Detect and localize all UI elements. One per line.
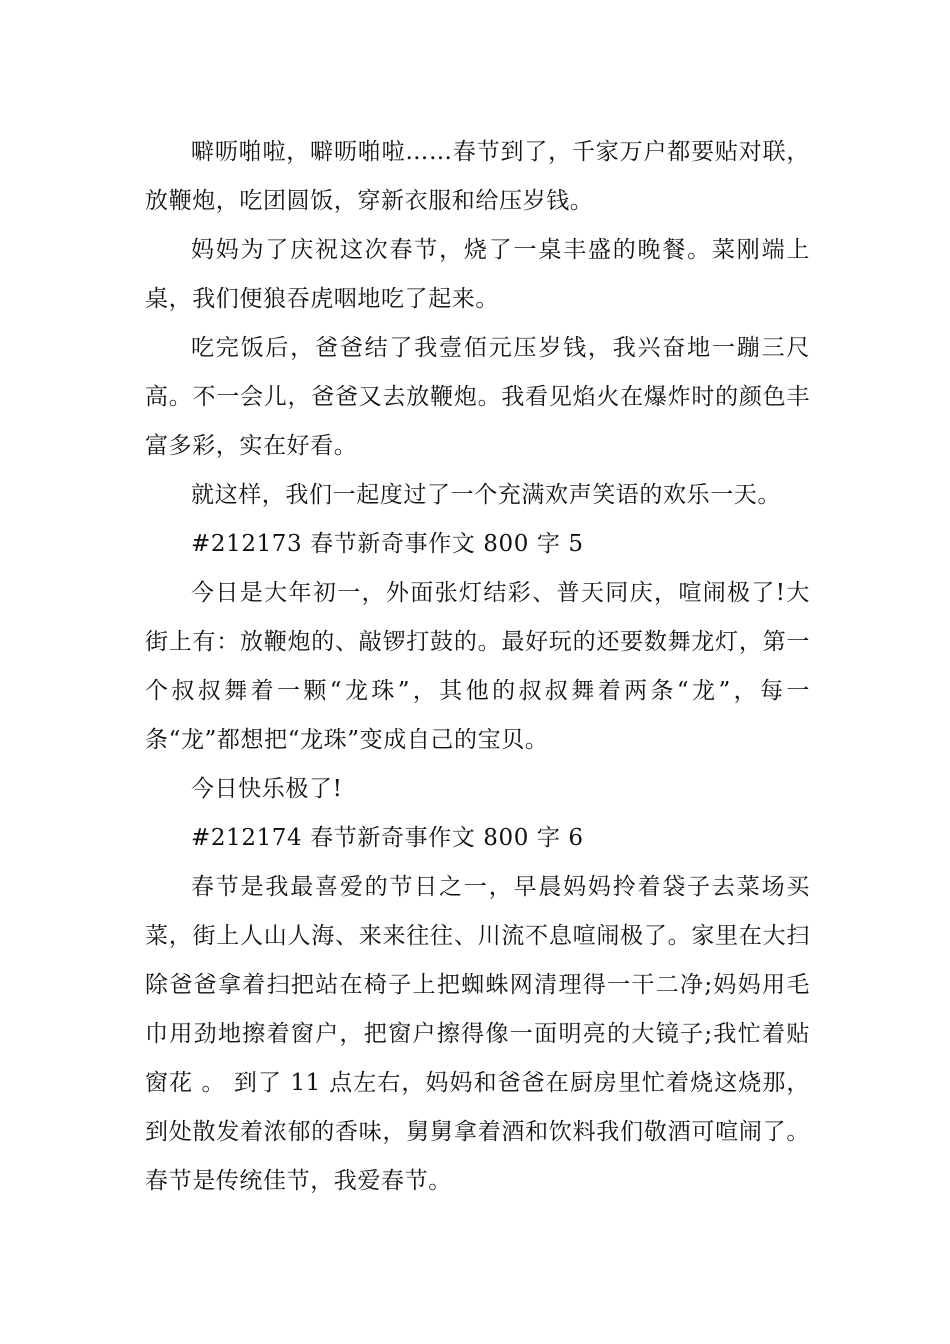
paragraph-4: 就这样，我们一起度过了一个充满欢声笑语的欢乐一天。 bbox=[191, 482, 781, 508]
essay-heading-6: #212174 春节新奇事作文 800 字 6 bbox=[191, 825, 584, 851]
essay-heading-5: #212173 春节新奇事作文 800 字 5 bbox=[191, 531, 584, 557]
paragraph-7: 春节是我最喜爱的节日之一，早晨妈妈拎着袋子去菜场买菜，街上人山人海、来来往往、川流不息喧闹极了。家里在大扫除爸爸拿着扫把站在椅子上把蜘蛛网清理得一干二净;妈妈用毛巾用劲地擦着窗户，把窗户擦得像一面明亮的大镜子;我忙着贴窗花 。 到了 11 点左右，妈妈和爸爸在厨房里忙着烧这烧那，到处散发着浓郁的香味，舅舅拿着酒和饮料我们敬酒可喧闹了。 春节是传统佳节，我爱春节。 bbox=[145, 874, 810, 1194]
paragraph-5: 今日是大年初一，外面张灯结彩、普天同庆，喧闹极了!大街上有：放鞭炮的、敲锣打鼓的。最好玩的还要数舞龙灯，第一个叔叔舞着一颗“龙珠”，其他的叔叔舞着两条“龙”，每一条“龙”都想把“龙珠”变成自己的宝贝。 bbox=[145, 580, 810, 753]
paragraph-2: 妈妈为了庆祝这次春节，烧了一桌丰盛的晚餐。菜刚端上桌，我们便狼吞虎咽地吃了起来。 bbox=[145, 237, 810, 312]
paragraph-1: 噼呖啪啦，噼呖啪啦……春节到了，千家万户都要贴对联，放鞭炮，吃团圆饭，穿新衣服和给压岁钱。 bbox=[145, 139, 810, 214]
document-body bbox=[145, 128, 810, 1206]
paragraph-6: 今日快乐极了! bbox=[191, 776, 343, 802]
paragraph-3: 吃完饭后，爸爸结了我壹佰元压岁钱，我兴奋地一蹦三尺高。不一会儿，爸爸又去放鞭炮。我看见焰火在爆炸时的颜色丰富多彩，实在好看。 bbox=[145, 335, 810, 459]
